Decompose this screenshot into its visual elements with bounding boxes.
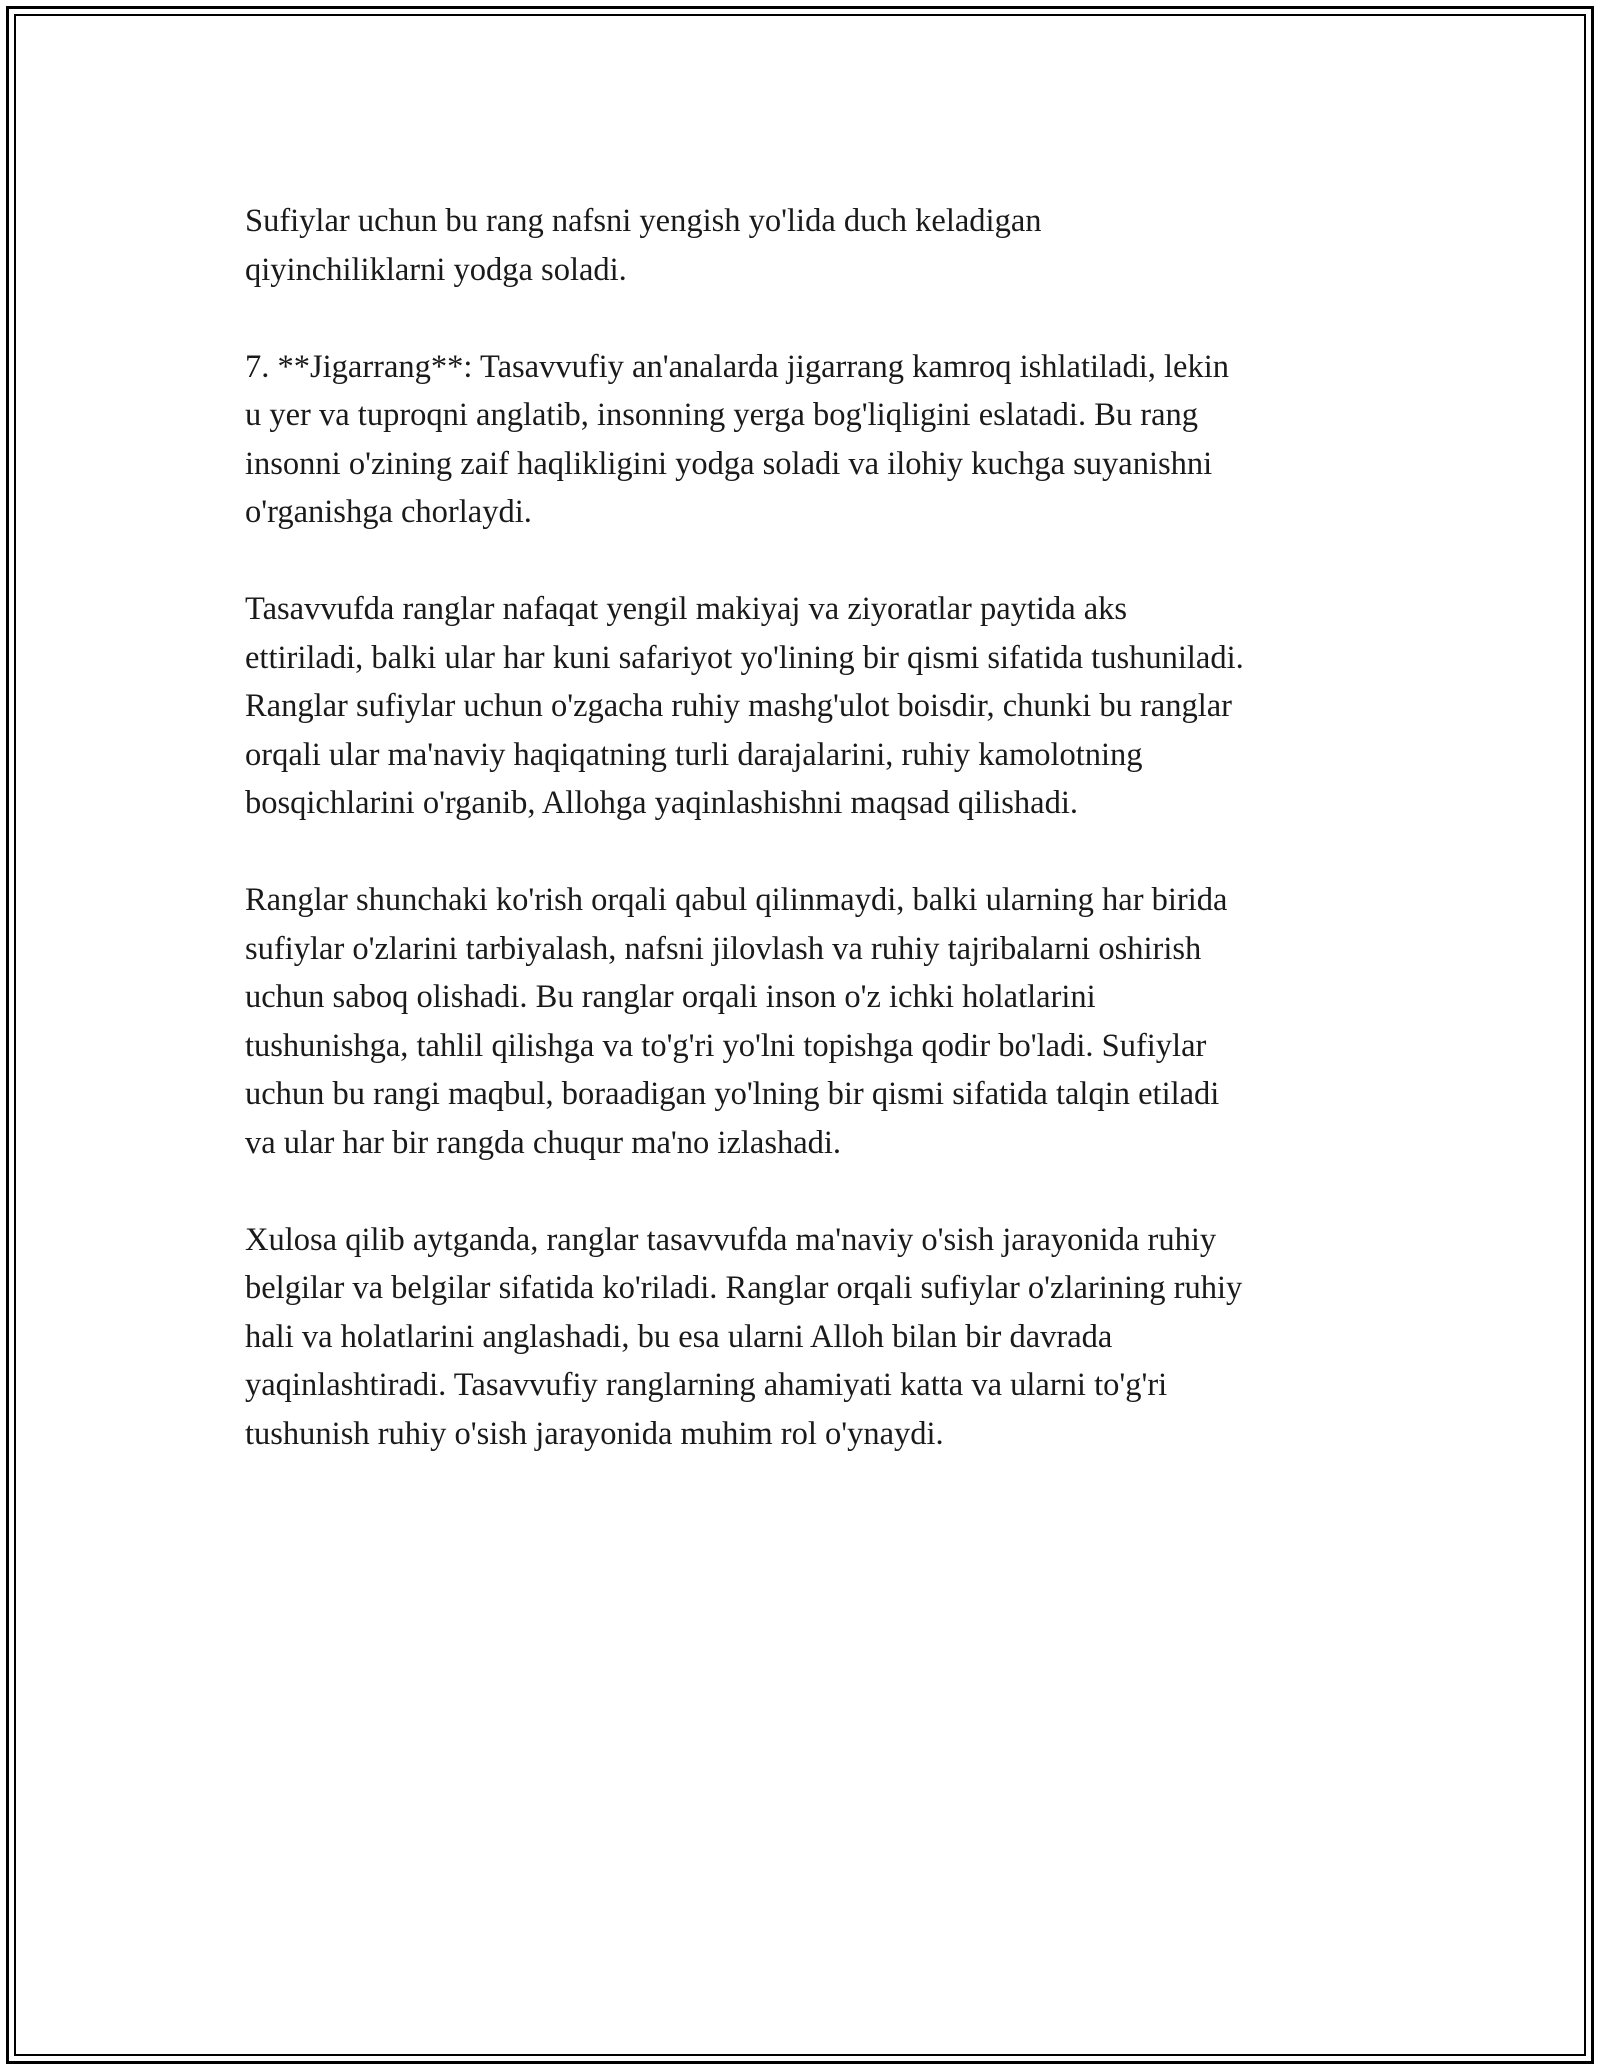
page-frame [6,6,1594,2064]
text-line: yaqinlashtiradi. Tasavvufiy ranglarning ahamiyati katta va ularni to'g'ri [245,1367,1168,1403]
text-line: ettiriladi, balki ular har kuni safariyot yo'lining bir qismi sifatida tushuniladi. [245,639,1244,676]
text-line: insonni o'zining zaif haqlikligini yodga soladi va ilohiy kuchga suyanishni [245,445,1213,482]
text-line: orqali ular ma'naviy haqiqatning turli darajalarini, ruhiy kamolotning [245,736,1143,773]
text-line: Xulosa qilib aytganda, ranglar tasavvufda ma'naviy o'sish jarayonida ruhiy [245,1221,1217,1258]
paragraph [245,1216,1385,1459]
paragraph [245,197,1385,294]
document-body [245,197,1385,1507]
text-line: bosqichlarini o'rganib, Allohga yaqinlashishni maqsad qilishadi. [245,785,1079,821]
text-line: Sufiylar uchun bu rang nafsni yengish yo'lida duch keladigan [245,203,1042,239]
paragraph [245,585,1385,828]
text-line: sufiylar o'zlarini tarbiyalash, nafsni jilovlash va ruhiy tajribalarni oshirish [245,930,1202,967]
text-line: u yer va tuproqni anglatib, insonning yerga bog'liqligini eslatadi. Bu rang [245,397,1199,433]
paragraph [245,876,1385,1167]
text-line: hali va holatlarini anglashadi, bu esa ularni Alloh bilan bir davrada [245,1318,1113,1355]
text-line: uchun bu rangi maqbul, boraadigan yo'lning bir qismi sifatida talqin etiladi [245,1076,1220,1112]
text-line: 7. **Jigarrang**: Tasavvufiy an'analarda jigarrang kamroq ishlatiladi, lekin [245,348,1229,385]
text-line: tushunish ruhiy o'sish jarayonida muhim rol o'ynaydi. [245,1415,944,1452]
text-line: belgilar va belgilar sifatida ko'riladi. Ranglar orqali sufiylar o'zlarining ruhiy [245,1270,1243,1306]
text-line: qiyinchiliklarni yodga soladi. [245,251,627,288]
text-line: Ranglar sufiylar uchun o'zgacha ruhiy mashg'ulot boisdir, chunki bu ranglar [245,688,1232,724]
text-line: uchun saboq olishadi. Bu ranglar orqali inson o'z ichki holatlarini [245,979,1096,1015]
text-line: o'rganishga chorlaydi. [245,494,532,530]
text-line: tushunishga, tahlil qilishga va to'g'ri yo'lni topishga qodir bo'ladi. Sufiylar [245,1027,1207,1064]
paragraph [245,343,1385,537]
text-line: va ular har bir rangda chuqur ma'no izlashadi. [245,1124,842,1161]
text-line: Ranglar shunchaki ko'rish orqali qabul qilinmaydi, balki ularning har birida [245,882,1228,918]
text-line: Tasavvufda ranglar nafaqat yengil makiyaj va ziyoratlar paytida aks [245,591,1128,627]
